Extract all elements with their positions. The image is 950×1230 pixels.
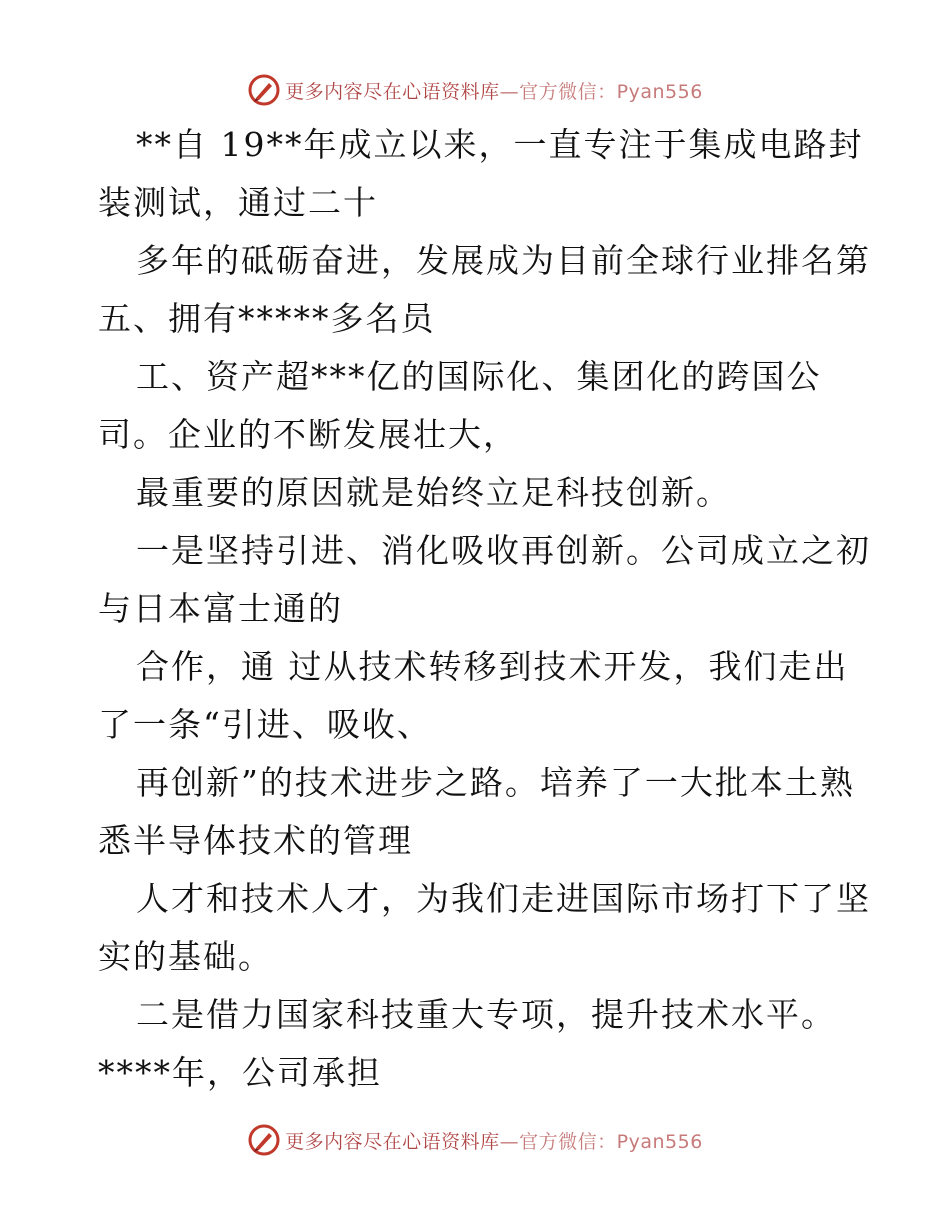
footer-banner-wechat: 官方微信：Pyan556 — [519, 1130, 703, 1153]
body-line: 实的基础。 — [98, 937, 273, 976]
body-line: 合作，通 过从技术转移到技术开发，我们走出 — [136, 647, 849, 686]
body-line: ****年，公司承担 — [98, 1053, 382, 1092]
body-line: 最重要的原因就是始终立足科技创新。 — [136, 473, 731, 512]
footer-banner-text — [285, 1127, 703, 1154]
body-line: 悉半导体技术的管理 — [98, 821, 413, 860]
body-line: 二是借力国家科技重大专项，提升技术水平。 — [136, 995, 836, 1034]
document-body — [98, 116, 871, 1102]
body-line: 工、资产超***亿的国际化、集团化的跨国公 — [136, 357, 822, 396]
body-line: 了一条“引进、吸收、 — [98, 705, 432, 744]
body-line: **自 19**年成立以来，一直专注于集成电路封 — [136, 125, 864, 164]
header-banner-main: 更多内容尽在心语资料库 — [285, 80, 500, 103]
header-banner-text — [285, 77, 703, 104]
body-line: 五、拥有*****多名员 — [98, 299, 436, 338]
body-line: 一是坚持引进、消化吸收再创新。公司成立之初 — [136, 531, 871, 570]
header-banner-wechat: 官方微信：Pyan556 — [519, 80, 703, 103]
header-banner — [0, 68, 950, 112]
footer-banner-main: 更多内容尽在心语资料库 — [285, 1130, 500, 1153]
footer-banner-separator: — — [499, 1130, 520, 1153]
pen-logo-icon — [247, 73, 281, 107]
footer-banner — [0, 1118, 950, 1162]
pen-logo-icon — [247, 1123, 281, 1157]
header-banner-separator: — — [499, 80, 520, 103]
body-line: 装测试，通过二十 — [98, 183, 378, 222]
body-line: 再创新”的技术进步之路。培养了一大批本土熟 — [136, 763, 855, 802]
body-line: 多年的砥砺奋进，发展成为目前全球行业排名第 — [136, 241, 871, 280]
body-line: 司。企业的不断发展壮大， — [98, 415, 518, 454]
body-line: 与日本富士通的 — [98, 589, 343, 628]
body-line: 人才和技术人才，为我们走进国际市场打下了坚 — [136, 879, 871, 918]
